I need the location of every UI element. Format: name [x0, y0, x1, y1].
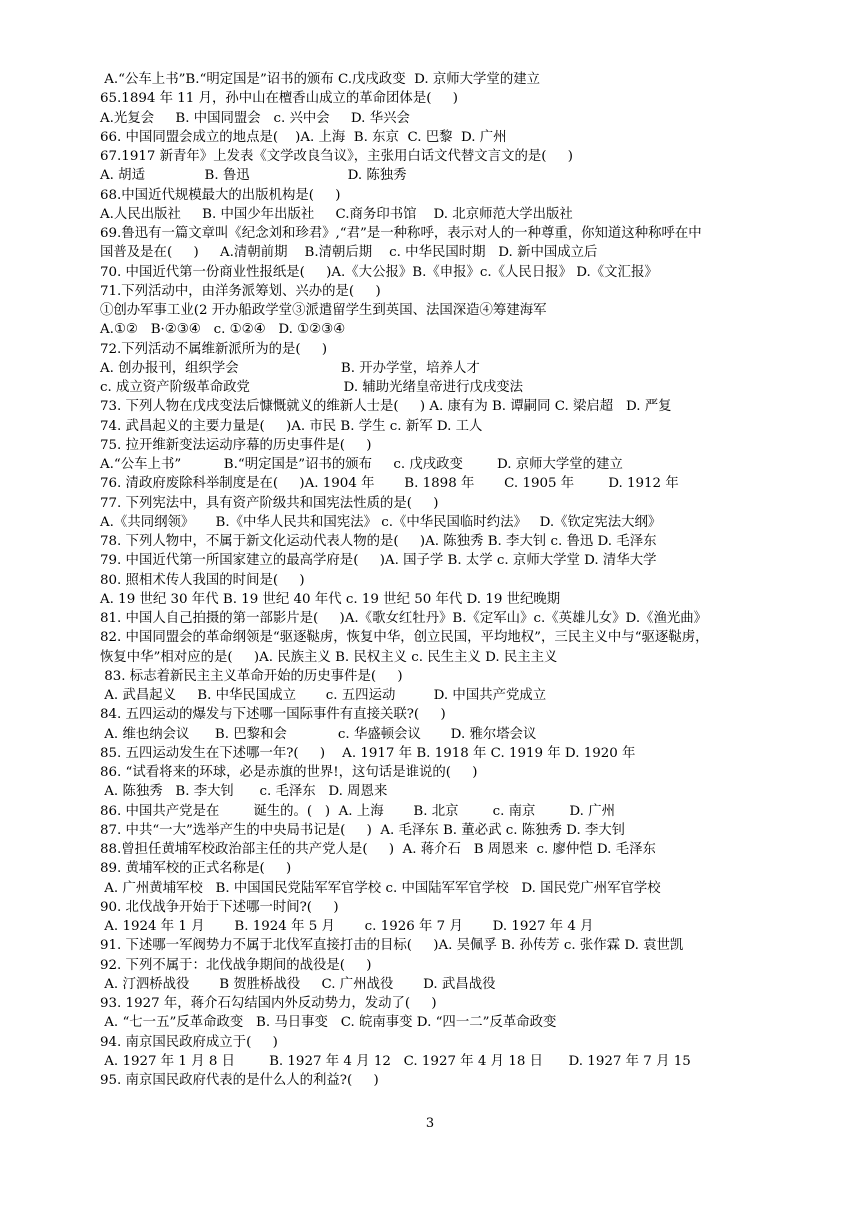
- text-line: 恢复中华”相对应的是( )A. 民族主义 B. 民权主义 c. 民生主义 D. 民主主义: [100, 649, 558, 665]
- text-line: 94. 南京国民政府成立于( ): [100, 1034, 278, 1050]
- text-line: A.“公车上书” B.“明定国是”诏书的颁布 c. 戊戌政变 D. 京师大学堂的建立: [100, 457, 623, 472]
- page-number: 3: [425, 1116, 435, 1131]
- text-line: 77. 下列宪法中，具有资产阶级共和国宪法性质的是( ): [100, 495, 439, 511]
- text-line: A. 1927 年 1 月 8 日 B. 1927 年 4 月 12 C. 1927 年 4 月 18 日 D. 1927 年 7 月 15: [100, 1053, 691, 1069]
- text-line: ①创办军事工业(2 开办船政学堂③派遣留学生到英国、法国深造④筹建海军: [100, 303, 547, 318]
- text-line: A. 维也纳会议 B. 巴黎和会 c. 华盛顿会议 D. 雅尔塔会议: [100, 726, 537, 742]
- text-line: A. 19 世纪 30 年代 B. 19 世纪 40 年代 c. 19 世纪 50 年代 D. 19 世纪晚期: [100, 591, 561, 607]
- question-list: [100, 70, 790, 1090]
- text-line: 68.中国近代规模最大的出版机构是( ): [100, 187, 341, 203]
- text-line: A. 1924 年 1 月 B. 1924 年 5 月 c. 1926 年 7 月 D. 1927 年 4 月: [100, 919, 594, 934]
- text-line: 87. 中共“一大”选举产生的中央局书记是( ) A. 毛泽东 B. 董必武 c. 陈独秀 D. 李大钊: [100, 822, 626, 838]
- text-line: 84. 五四运动的爆发与下述哪一国际事件有直接关联?( ): [100, 707, 446, 723]
- text-line: 81. 中国人自己拍摄的第一部影片是( )A.《歌女红牡丹》B.《定军山》c.《英雄儿女》D.《渔光曲》: [100, 611, 708, 626]
- text-line: A.光复会 B. 中国同盟会 c. 兴中会 D. 华兴会: [100, 110, 410, 126]
- text-line: 71.下列活动中，由洋务派筹划、兴办的是( ): [100, 283, 381, 299]
- text-line: 88.曾担任黄埔军校政治部主任的共产党人是( ) A. 蒋介石 B 周恩来 c. 廖仲恺 D. 毛泽东: [100, 842, 656, 857]
- text-line: A. 胡适 B. 鲁迅 D. 陈独秀: [100, 168, 407, 184]
- text-line: 89. 黄埔军校的正式名称是( ): [100, 861, 292, 877]
- text-line: 86. 中国共产党是在 诞生的。( ) A. 上海 B. 北京 c. 南京 D. 广州: [100, 803, 615, 819]
- text-line: 69.鲁迅有一篇文章叫《纪念刘和珍君》,“君”是一种称呼，表示对人的一种尊重，你知道这种称呼在中: [100, 226, 702, 241]
- text-line: A.①② B·②③④ c. ①②④ D. ①②③④: [100, 322, 346, 338]
- text-line: 66. 中国同盟会成立的地点是( )A. 上海 B. 东京 C. 巴黎 D. 广州: [100, 129, 507, 145]
- text-line: 93. 1927 年，蒋介石勾结国内外反动势力，发动了( ): [100, 996, 437, 1011]
- text-line: 70. 中国近代第一份商业性报纸是( )A.《大公报》B.《申报》c.《人民日报》 D.《文汇报》: [100, 264, 658, 280]
- text-line: 76. 清政府废除科举制度是在( )A. 1904 年 B. 1898 年 C. 1905 年 D. 1912 年: [100, 476, 679, 492]
- text-line: A.“公车上书”B.“明定国是”诏书的颁布 C.戊戌政变 D. 京师大学堂的建立: [100, 72, 540, 87]
- text-line: 74. 武昌起义的主要力量是( )A. 市民 B. 学生 c. 新军 D. 工人: [100, 418, 483, 434]
- text-line: 73. 下列人物在戊戌变法后慷慨就义的维新人士是( ) A. 康有为 B. 谭嗣同 C. 梁启超 D. 严复: [100, 399, 672, 415]
- text-line: 72.下列活动不属维新派所为的是( ): [100, 341, 328, 357]
- text-line: A. 武昌起义 B. 中华民国成立 c. 五四运动 D. 中国共产党成立: [100, 688, 547, 703]
- text-line: 75. 拉开维新变法运动序幕的历史事件是( ): [100, 437, 372, 453]
- text-line: 65.1894 年 11 月，孙中山在檀香山成立的革命团体是( ): [100, 91, 458, 107]
- text-line: 91. 下述哪一军阀势力不属于北伐军直接打击的目标( )A. 吴佩孚 B. 孙传芳 c. 张作霖 D. 袁世凯: [100, 938, 684, 954]
- text-line: 83. 标志着新民主主义革命开始的历史事件是( ): [100, 668, 403, 684]
- text-line: A. 广州黄埔军校 B. 中国国民党陆军军官学校 c. 中国陆军军官学校 D. 国民党广州军官学校: [100, 880, 661, 896]
- text-line: A. 创办报刊，组织学会 B. 开办学堂，培养人才: [100, 360, 480, 376]
- text-line: c. 成立资产阶级革命政党 D. 辅助光绪皇帝进行戊戌变法: [100, 380, 524, 395]
- text-line: 92. 下列不属于：北伐战争期间的战役是( ): [100, 957, 372, 973]
- text-line: A. “七一五”反革命政变 B. 马日事变 C. 皖南事变 D. “四一二”反革命政变: [100, 1015, 557, 1031]
- text-line: A. 汀泗桥战役 B 贺胜桥战役 C. 广州战役 D. 武昌战役: [100, 976, 496, 992]
- text-line: A. 陈独秀 B. 李大钊 c. 毛泽东 D. 周恩来: [100, 784, 388, 800]
- text-line: 80. 照相术传人我国的时间是( ): [100, 572, 305, 588]
- text-line: 79. 中国近代第一所国家建立的最高学府是( )A. 国子学 B. 太学 c. 京师大学堂 D. 清华大学: [100, 553, 657, 569]
- text-line: 国普及是在( ) A.清朝前期 B.清朝后期 c. 中华民国时期 D. 新中国成立后: [100, 245, 598, 261]
- text-line: 86. “试看将来的环球，必是赤旗的世界!，这句话是谁说的( ): [100, 765, 478, 780]
- text-line: 82. 中国同盟会的革命纲领是“驱逐鞑虏，恢复中华，创立民国，平均地权”，三民主义中与“驱逐鞑虏，: [100, 630, 709, 646]
- text-line: 78. 下列人物中，不属于新文化运动代表人物的是( )A. 陈独秀 B. 李大钊 c. 鲁迅 D. 毛泽东: [100, 534, 657, 549]
- text-line: 95. 南京国民政府代表的是什么人的利益?( ): [100, 1073, 379, 1088]
- text-line: 90. 北伐战争开始于下述哪一时间?( ): [100, 899, 339, 915]
- text-line: 67.1917 新青年》上发表《文学改良刍议》，主张用白话文代替文言文的是( ): [100, 149, 573, 164]
- text-line: 85. 五四运动发生在下述哪一年?( ) A. 1917 年 B. 1918 年 C. 1919 年 D. 1920 年: [100, 745, 636, 761]
- text-line: A.人民出版社 B. 中国少年出版社 C.商务印书馆 D. 北京师范大学出版社: [100, 206, 573, 222]
- text-line: A.《共同纲领》 B.《中华人民共和国宪法》 c.《中华民国临时约法》 D.《钦定宪法大纲》: [100, 514, 662, 530]
